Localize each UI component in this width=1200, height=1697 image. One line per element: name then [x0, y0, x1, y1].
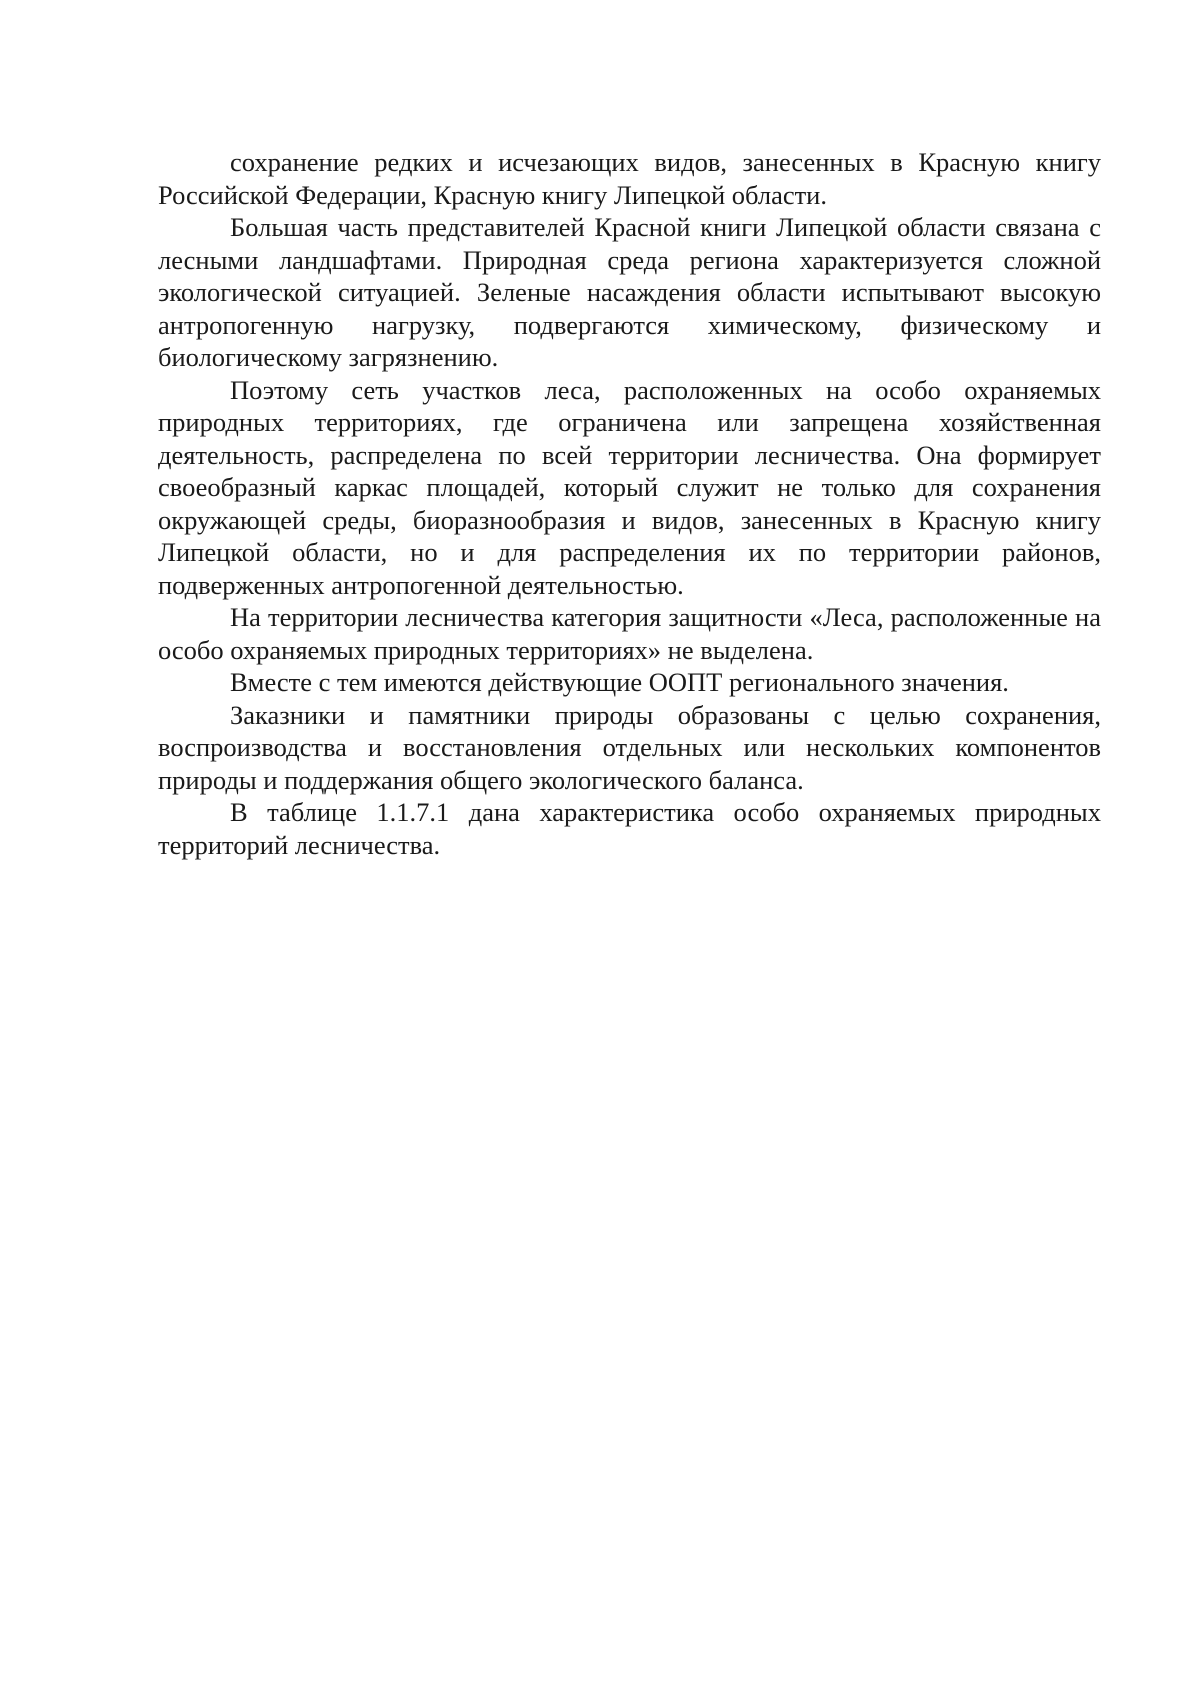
paragraph-forest-landscapes: Большая часть представителей Красной книги Липецкой области связана с лесными ландшафтами. Природная среда региона характеризуется сложной экологической ситуацией. Зеленые насаждения области испытывают высокую антропогенную нагрузку, подвергаются химическому, физическому и биологическому загрязнению. — [158, 212, 1101, 372]
paragraph-reserves-purpose: Заказники и памятники природы образованы с целью сохранения, воспроизводства и восстановления отдельных или нескольких компонентов природы и поддержания общего экологического баланса. — [158, 699, 1101, 795]
document-body — [158, 146, 1101, 861]
paragraph-red-book-continuation: сохранение редких и исчезающих видов, занесенных в Красную книгу Российской Федерации, Красную книгу Липецкой области. — [158, 147, 1101, 210]
paragraph-regional-oopt: Вместе с тем имеются действующие ООПТ регионального значения. — [230, 667, 1009, 697]
paragraph-protection-category: На территории лесничества категория защитности «Леса, расположенные на особо охраняемых природных территориях» не выделена. — [158, 602, 1101, 665]
paragraph-table-reference: В таблице 1.1.7.1 дана характеристика особо охраняемых природных территорий лесничества. — [158, 797, 1101, 860]
paragraph-protected-network: Поэтому сеть участков леса, расположенных на особо охраняемых природных территориях, где ограничена или запрещена хозяйственная деятельность, распределена по всей территории лесничества. Она формирует своеобразный каркас площадей, который служит не только для сохранения окружающей среды, биоразнообразия и видов, занесенных в Красную книгу Липецкой области, но и для распределения их по территории районов, подверженных антропогенной деятельностью. — [158, 374, 1101, 600]
